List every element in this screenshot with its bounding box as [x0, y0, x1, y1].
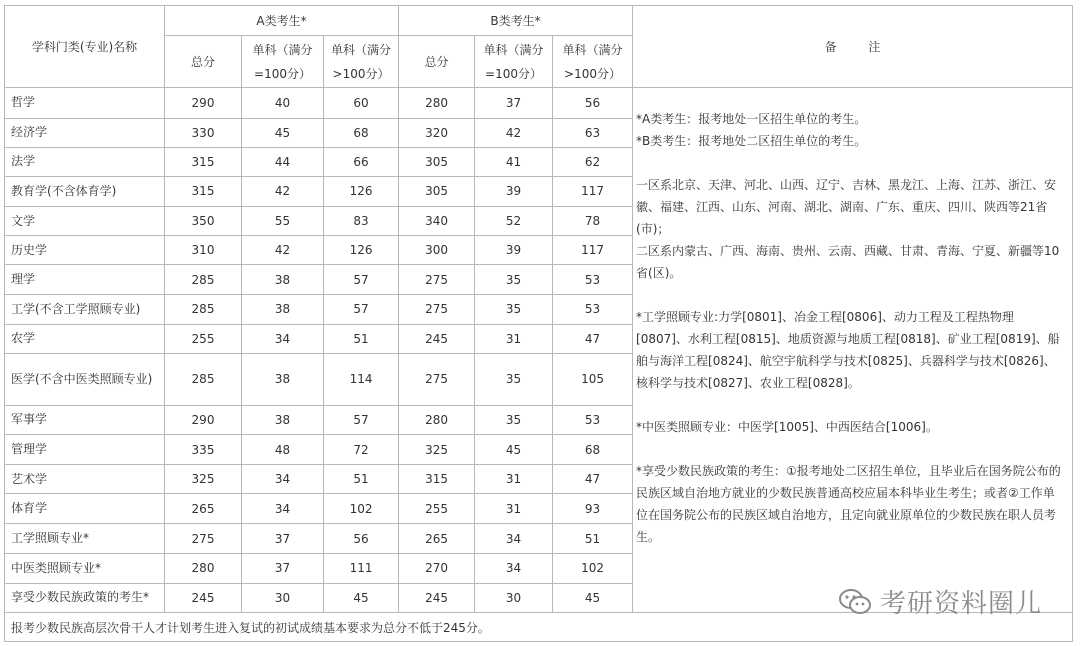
score-cell-b-sgt: 53: [553, 265, 633, 295]
score-cell-a-s100: 42: [242, 176, 324, 206]
score-requirements-table: [4, 5, 1073, 642]
score-cell-b-total: 275: [399, 265, 475, 295]
header-notes: 备 注: [633, 6, 1073, 88]
score-cell-b-total: 315: [399, 465, 475, 494]
score-cell-a-total: 285: [165, 353, 242, 405]
score-cell-b-s100: 35: [475, 295, 553, 324]
note-zone1: 一区系北京、天津、河北、山西、辽宁、吉林、黑龙江、上海、江苏、浙江、安徽、福建、江西、山东、河南、湖北、湖南、广东、重庆、四川、陕西等21省(市)；: [636, 178, 1057, 237]
notes-cell: [633, 88, 1073, 613]
header-group-a: A类考生*: [165, 6, 399, 36]
major-name-cell: 医学(不含中医类照顾专业): [5, 353, 165, 405]
score-cell-a-sgt: 66: [324, 147, 399, 176]
score-cell-a-s100: 38: [242, 353, 324, 405]
score-cell-a-total: 290: [165, 88, 242, 118]
score-cell-b-total: 280: [399, 405, 475, 434]
score-cell-b-total: 265: [399, 524, 475, 553]
score-cell-a-s100: 38: [242, 295, 324, 324]
footer-note: 报考少数民族高层次骨干人才计划考生进入复试的初试成绩基本要求为总分不低于245分。: [5, 613, 1073, 642]
score-cell-b-s100: 35: [475, 265, 553, 295]
score-cell-a-total: 280: [165, 553, 242, 583]
score-cell-b-sgt: 78: [553, 206, 633, 235]
score-cell-b-total: 280: [399, 88, 475, 118]
score-cell-a-s100: 37: [242, 524, 324, 553]
score-cell-a-sgt: 51: [324, 324, 399, 353]
score-cell-a-sgt: 111: [324, 553, 399, 583]
score-cell-a-total: 290: [165, 405, 242, 434]
score-cell-b-sgt: 105: [553, 353, 633, 405]
score-cell-a-sgt: 60: [324, 88, 399, 118]
score-cell-b-s100: 34: [475, 524, 553, 553]
major-name-cell: 哲学: [5, 88, 165, 118]
score-cell-b-sgt: 47: [553, 465, 633, 494]
major-name-cell: 理学: [5, 265, 165, 295]
score-cell-a-total: 245: [165, 583, 242, 612]
score-cell-a-s100: 48: [242, 435, 324, 465]
major-name-cell: 体育学: [5, 494, 165, 524]
note-zone2: 二区系内蒙古、广西、海南、贵州、云南、西藏、甘肃、青海、宁夏、新疆等10省(区)。: [636, 244, 1060, 281]
score-cell-a-total: 315: [165, 176, 242, 206]
score-cell-a-total: 285: [165, 265, 242, 295]
score-cell-a-total: 285: [165, 295, 242, 324]
score-cell-a-total: 335: [165, 435, 242, 465]
score-cell-a-total: 325: [165, 465, 242, 494]
score-cell-b-s100: 30: [475, 583, 553, 612]
score-cell-a-s100: 37: [242, 553, 324, 583]
score-cell-a-total: 350: [165, 206, 242, 235]
table-row: [5, 88, 1073, 118]
major-name-cell: 军事学: [5, 405, 165, 434]
score-cell-b-s100: 31: [475, 465, 553, 494]
score-cell-b-s100: 31: [475, 324, 553, 353]
score-cell-a-sgt: 57: [324, 265, 399, 295]
score-cell-a-s100: 55: [242, 206, 324, 235]
score-cell-b-s100: 45: [475, 435, 553, 465]
score-cell-a-s100: 34: [242, 324, 324, 353]
header-b-single-gt100: 单科（满分>100分）: [553, 36, 633, 88]
score-cell-a-sgt: 57: [324, 295, 399, 324]
watermark: [838, 583, 1042, 620]
score-cell-a-sgt: 51: [324, 465, 399, 494]
score-cell-b-total: 300: [399, 236, 475, 265]
score-cell-b-s100: 34: [475, 553, 553, 583]
major-name-cell: 法学: [5, 147, 165, 176]
score-cell-b-sgt: 93: [553, 494, 633, 524]
score-cell-b-total: 245: [399, 324, 475, 353]
score-cell-a-total: 275: [165, 524, 242, 553]
major-name-cell: 工学照顾专业*: [5, 524, 165, 553]
major-name-cell: 艺术学: [5, 465, 165, 494]
major-name-cell: 享受少数民族政策的考生*: [5, 583, 165, 612]
score-cell-b-s100: 52: [475, 206, 553, 235]
score-cell-a-s100: 38: [242, 405, 324, 434]
note-minority: *享受少数民族政策的考生：①报考地处二区招生单位，且毕业后在国务院公布的民族区域自治地方就业的少数民族普通高校应届本科毕业生考生；或者②工作单位在国务院公布的民族区域自治地方，且定向就业原单位的少数民族在职人员考生。: [636, 464, 1061, 545]
score-cell-a-sgt: 83: [324, 206, 399, 235]
header-b-single-100: 单科（满分=100分）: [475, 36, 553, 88]
score-cell-b-sgt: 117: [553, 236, 633, 265]
major-name-cell: 经济学: [5, 118, 165, 147]
score-cell-a-sgt: 126: [324, 176, 399, 206]
score-cell-b-total: 305: [399, 147, 475, 176]
score-cell-b-total: 305: [399, 176, 475, 206]
header-a-single-gt100: 单科（满分>100分）: [324, 36, 399, 88]
score-cell-b-total: 245: [399, 583, 475, 612]
score-cell-a-sgt: 102: [324, 494, 399, 524]
score-cell-a-total: 265: [165, 494, 242, 524]
score-cell-a-sgt: 126: [324, 236, 399, 265]
watermark-text: 考研资料圈儿: [880, 589, 1043, 619]
score-cell-b-total: 320: [399, 118, 475, 147]
score-cell-a-s100: 38: [242, 265, 324, 295]
score-cell-b-sgt: 117: [553, 176, 633, 206]
note-tcm: *中医类照顾专业：中医学[1005]、中西医结合[1006]。: [636, 420, 938, 435]
score-cell-a-sgt: 57: [324, 405, 399, 434]
score-cell-b-s100: 41: [475, 147, 553, 176]
score-cell-a-s100: 40: [242, 88, 324, 118]
score-cell-b-s100: 39: [475, 176, 553, 206]
major-name-cell: 中医类照顾专业*: [5, 553, 165, 583]
major-name-cell: 管理学: [5, 435, 165, 465]
score-cell-b-total: 340: [399, 206, 475, 235]
score-cell-a-s100: 34: [242, 494, 324, 524]
header-a-single-100: 单科（满分=100分）: [242, 36, 324, 88]
score-cell-a-sgt: 72: [324, 435, 399, 465]
score-cell-b-sgt: 53: [553, 295, 633, 324]
score-cell-b-s100: 39: [475, 236, 553, 265]
wechat-icon: [838, 588, 872, 616]
score-cell-b-total: 270: [399, 553, 475, 583]
score-cell-a-sgt: 56: [324, 524, 399, 553]
score-cell-b-total: 275: [399, 295, 475, 324]
score-cell-a-total: 255: [165, 324, 242, 353]
score-cell-b-s100: 35: [475, 353, 553, 405]
score-cell-b-s100: 35: [475, 405, 553, 434]
header-b-total: 总分: [399, 36, 475, 88]
score-cell-a-total: 315: [165, 147, 242, 176]
score-cell-a-sgt: 45: [324, 583, 399, 612]
score-cell-b-s100: 37: [475, 88, 553, 118]
score-cell-a-s100: 44: [242, 147, 324, 176]
major-name-cell: 工学(不含工学照顾专业): [5, 295, 165, 324]
score-cell-a-total: 330: [165, 118, 242, 147]
score-cell-a-total: 310: [165, 236, 242, 265]
note-engineering: *工学照顾专业:力学[0801]、冶金工程[0806]、动力工程及工程热物理[0807]、水利工程[0815]、地质资源与地质工程[0818]、矿业工程[0819]、船舶与海洋工程[0824]、航空宇航科学与技术[0825]、兵器科学与技术[0826]、核科学与技术[0827]、农业工程[0828]。: [636, 310, 1060, 391]
score-cell-b-sgt: 62: [553, 147, 633, 176]
major-name-cell: 历史学: [5, 236, 165, 265]
major-name-cell: 文学: [5, 206, 165, 235]
score-cell-b-s100: 42: [475, 118, 553, 147]
score-cell-a-s100: 42: [242, 236, 324, 265]
score-cell-b-sgt: 53: [553, 405, 633, 434]
score-cell-b-total: 325: [399, 435, 475, 465]
score-cell-b-sgt: 102: [553, 553, 633, 583]
note-b-def: *B类考生：报考地处二区招生单位的考生。: [636, 134, 867, 149]
score-cell-a-sgt: 114: [324, 353, 399, 405]
score-cell-a-s100: 30: [242, 583, 324, 612]
score-cell-b-sgt: 68: [553, 435, 633, 465]
score-cell-b-total: 255: [399, 494, 475, 524]
score-cell-b-sgt: 56: [553, 88, 633, 118]
score-cell-b-sgt: 63: [553, 118, 633, 147]
score-cell-b-sgt: 47: [553, 324, 633, 353]
note-a-def: *A类考生：报考地处一区招生单位的考生。: [636, 112, 867, 127]
header-group-b: B类考生*: [399, 6, 633, 36]
major-name-cell: 农学: [5, 324, 165, 353]
score-cell-b-sgt: 45: [553, 583, 633, 612]
header-major-name: 学科门类(专业)名称: [5, 6, 165, 88]
score-cell-b-s100: 31: [475, 494, 553, 524]
major-name-cell: 教育学(不含体育学): [5, 176, 165, 206]
header-a-total: 总分: [165, 36, 242, 88]
score-cell-a-s100: 45: [242, 118, 324, 147]
score-cell-a-s100: 34: [242, 465, 324, 494]
score-cell-b-sgt: 51: [553, 524, 633, 553]
score-cell-a-sgt: 68: [324, 118, 399, 147]
score-cell-b-total: 275: [399, 353, 475, 405]
